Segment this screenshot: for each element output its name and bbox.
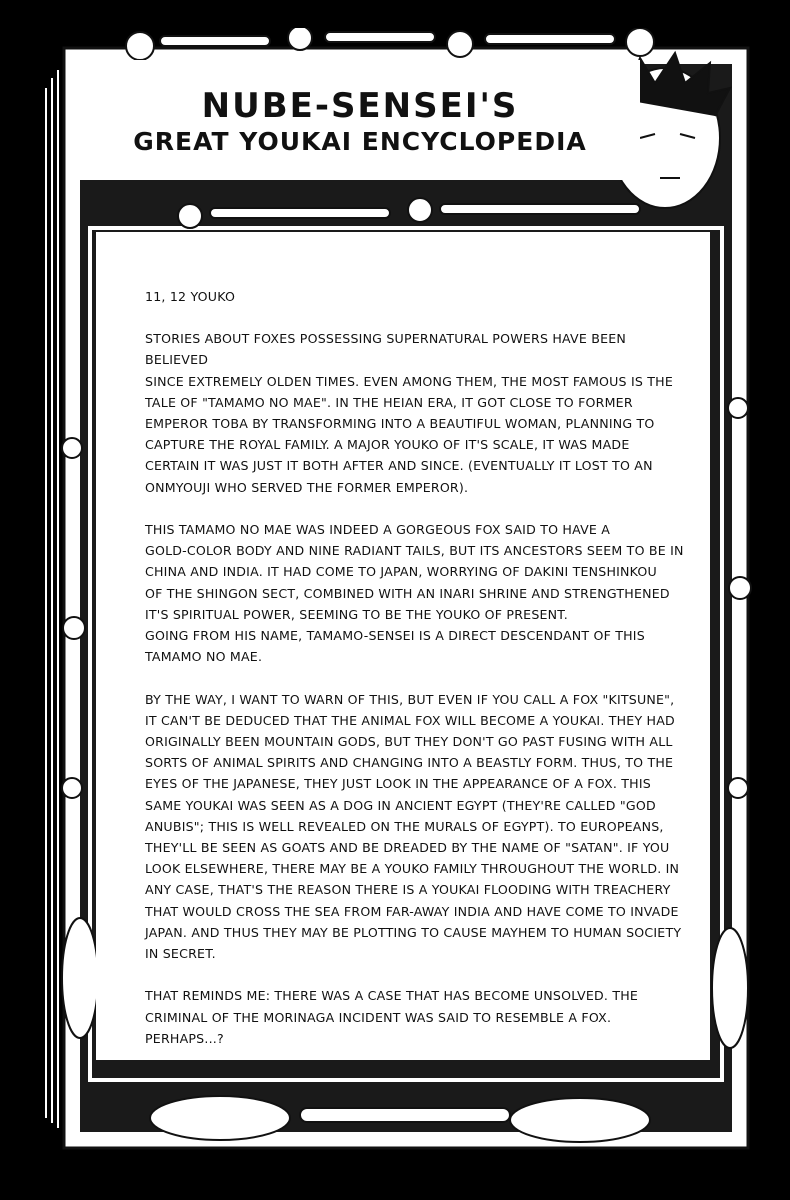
- title-line-2: GREAT YOUKAI ENCYCLOPEDIA: [133, 127, 587, 156]
- article-body: [145, 286, 693, 1070]
- paragraph: THAT REMINDS ME: THERE WAS A CASE THAT HAS BECOME UNSOLVED. THE CRIMINAL OF THE MORINAGA INCIDENT WAS SAID TO RESEMBLE A FOX. PERHAPS...?: [145, 988, 639, 1046]
- section-title: 11, 12 YOUKO: [145, 289, 236, 304]
- encyclopedia-title: [100, 86, 620, 158]
- paragraph: BY THE WAY, I WANT TO WARN OF THIS, BUT EVEN IF YOU CALL A FOX "KITSUNE", IT CAN'T BE DEDUCED THAT THE ANIMAL FOX WILL BECOME A YOUKAI. THEY HAD ORIGINALLY BEEN MOUNTAIN GODS, BUT THEY DON'T GO PAST FUSING WITH ALL SORTS OF ANIMAL SPIRITS AND CHANGING INTO A BEASTLY FORM. THUS, TO THE EYES OF THE JAPANESE, THEY JUST LOOK IN THE APPEARANCE OF A FOX. THIS SAME YOUKAI WAS SEEN AS A DOG IN ANCIENT EGYPT (THEY'RE CALLED "GOD ANUBIS"; THIS IS WELL REVEALED ON THE MURALS OF EGYPT). TO EUROPEANS, THEY'LL BE SEEN AS GOATS AND BE DREADED BY THE NAME OF "SATAN". IF YOU LOOK ELSEWHERE, THERE MAY BE A YOUKO FAMILY THROUGHOUT THE WORLD. IN ANY CASE, THAT'S THE REASON THERE IS A YOUKAI FLOODING WITH TREACHERY THAT WOULD CROSS THE SEA FROM FAR-AWAY INDIA AND HAVE COME TO INVADE JAPAN. AND THUS THEY MAY BE PLOTTING TO CAUSE MAYHEM TO HUMAN SOCIETY IN SECRET.: [145, 691, 682, 962]
- paragraph: STORIES ABOUT FOXES POSSESSING SUPERNATURAL POWERS HAVE BEEN BELIEVED SINCE EXTREMELY OLDEN TIMES. EVEN AMONG THEM, THE MOST FAMOUS IS THE TALE OF "TAMAMO NO MAE". IN THE HEIAN ERA, IT GOT CLOSE TO FORMER EMPEROR TOBA BY TRANSFORMING INTO A BEAUTIFUL WOMAN, PLANNING TO CAPTURE THE ROYAL FAMILY. A MAJOR YOUKO OF IT'S SCALE, IT WAS MADE CERTAIN IT WAS JUST IT BOTH AFTER AND SINCE. (EVENTUALLY IT LOST TO AN ONMYOUJI WHO SERVED THE FORMER EMPEROR).: [145, 331, 673, 495]
- paragraph: THIS TAMAMO NO MAE WAS INDEED A GORGEOUS FOX SAID TO HAVE A GOLD-COLOR BODY AND NINE RADIANT TAILS, BUT ITS ANCESTORS SEEM TO BE IN CHINA AND INDIA. IT HAD COME TO JAPAN, WORRYING OF DAKINI TENSHINKOU OF THE SHINGON SECT, COMBINED WITH AN INARI SHRINE AND STRENGTHENED IT'S SPIRITUAL POWER, SEEMING TO BE THE YOUKO OF PRESENT. GOING FROM HIS NAME, TAMAMO-SENSEI IS A DIRECT DESCENDANT OF THIS TAMAMO NO MAE.: [145, 522, 684, 665]
- title-line-1: NUBE-SENSEI'S: [201, 86, 519, 126]
